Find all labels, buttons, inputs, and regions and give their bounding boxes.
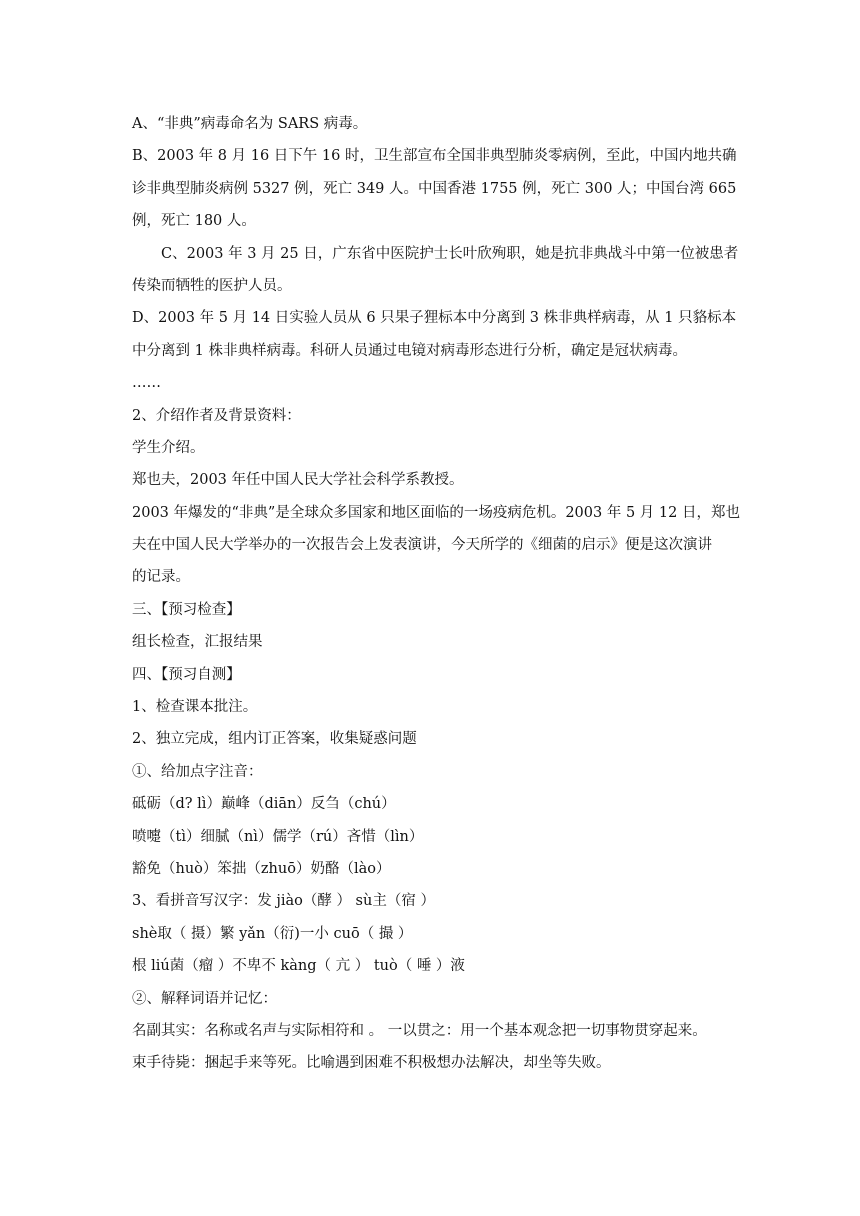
text-line-write-chars-3: 根 liú菌（瘤 ）不卑不 kàng（ 亢 ） tuò（ 唾 ）液 [132,958,465,975]
section-heading-author: 2、介绍作者及背景资料： [132,407,301,424]
section-heading-preview-check: 三、【预习检查】 [132,601,241,618]
text-line-yexin-1: C、2003 年 3 月 25 日，广东省中医院护士长叶欣殉职，她是抗非典战斗中第一位被患者 [161,245,739,262]
text-line-yexin-2: 传染而牺牲的医护人员。 [132,277,292,294]
text-line-virus-1: D、2003 年 5 月 14 日实验人员从 6 只果子狸标本中分离到 3 株非典样病毒，从 1 只貉标本 [132,310,737,327]
text-line-author: 郑也夫，2003 年任中国人民大学社会科学系教授。 [132,472,464,489]
text-line-ellipsis: …… [132,375,161,392]
text-line-background-1: 2003 年爆发的“非典”是全球众多国家和地区面临的一场疫病危机。2003 年 5 月 12 日，郑也 [132,504,740,521]
text-line-pinyin-3: 豁免（huò）笨拙（zhuō）奶酪（lào） [132,860,391,877]
text-line-check-notes: 1、检查课本批注。 [132,699,258,716]
text-line-group-check: 组长检查，汇报结果 [132,634,263,651]
text-line-statistics-1: B、2003 年 8 月 16 日下午 16 时，卫生部宣布全国非典型肺炎零病例，至此，中国内地共确 [132,148,737,165]
text-line-background-3: 的记录。 [132,569,190,586]
text-line-independent-work: 2、独立完成，组内订正答案，收集疑惑问题 [132,731,417,748]
text-line-virus-2: 中分离到 1 株非典样病毒。科研人员通过电镜对病毒形态进行分析，确定是冠状病毒。 [132,342,687,359]
text-line-vocabulary-2: 束手待毙：捆起手来等死。比喻遇到困难不积极想办法解决，却坐等失败。 [132,1055,611,1072]
section-heading-self-test: 四、【预习自测】 [132,666,241,683]
text-line-student-intro: 学生介绍。 [132,439,205,456]
document-body [132,108,742,1080]
text-line-write-chars-2: shè取（ 摄）繁 yǎn（衍)一小 cuō（ 撮 ） [132,925,413,942]
text-line-write-chars-1: 3、看拼音写汉字：发 jiào（酵 ） sù主（宿 ） [132,893,435,910]
text-line-sars-name: A、“非典”病毒命名为 SARS 病毒。 [132,116,368,132]
text-line-pinyin-1: 砥砺（d? lì）巅峰（diān）反刍（chú） [132,796,396,813]
text-line-pinyin-2: 喷嚏（tì）细腻（nì）儒学（rú）吝惜（lìn） [132,828,424,845]
text-line-statistics-3: 例，死亡 180 人。 [132,213,256,230]
text-line-statistics-2: 诊非典型肺炎病例 5327 例，死亡 349 人。中国香港 1755 例，死亡 300 人；中国台湾 665 [132,180,737,197]
text-line-background-2: 夫在中国人民大学举办的一次报告会上发表演讲，今天所学的《细菌的启示》便是这次演讲 [132,537,712,554]
subheading-pinyin: ①、给加点字注音： [132,763,263,780]
text-line-vocabulary-1: 名副其实：名称或名声与实际相符和 。 一以贯之：用一个基本观念把一切事物贯穿起来。 [132,1022,707,1039]
subheading-vocabulary: ②、解释词语并记忆： [132,990,277,1007]
